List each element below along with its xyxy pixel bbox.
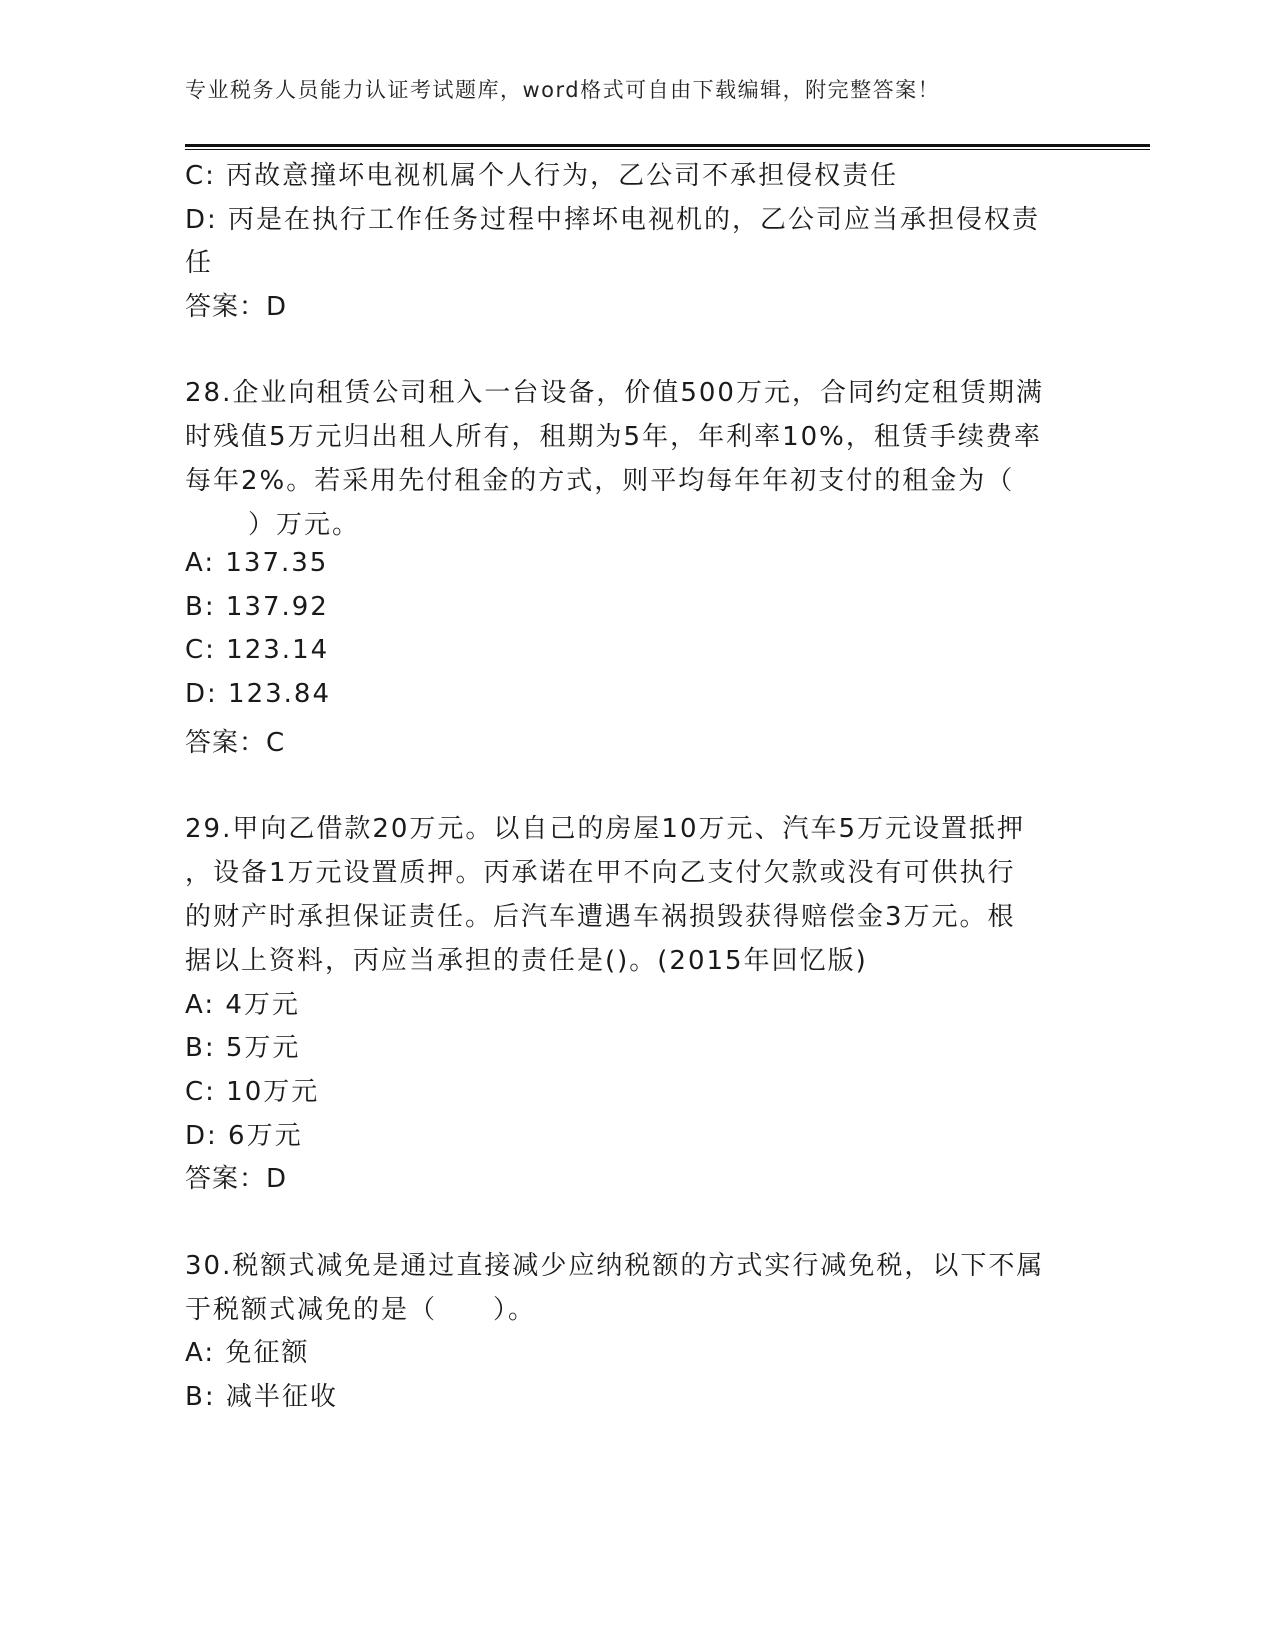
q30-option-b: B: 减半征收 bbox=[185, 1382, 338, 1412]
q29-stem-1: 29.甲向乙借款20万元。以自己的房屋10万元、汽车5万元设置抵押 bbox=[185, 814, 1026, 844]
q29-option-d: D: 6万元 bbox=[185, 1121, 303, 1151]
q29-option-b: B: 5万元 bbox=[185, 1033, 301, 1063]
q27-option-c: C: 丙故意撞坏电视机属个人行为，乙公司不承担侵权责任 bbox=[185, 161, 899, 191]
q28-option-b: B: 137.92 bbox=[185, 592, 329, 622]
q28-option-a: A: 137.35 bbox=[185, 548, 329, 578]
q27-option-d-cont: 任 bbox=[185, 248, 214, 278]
q28-stem-2: 时残值5万元归出租人所有，租期为5年，年利率10%，租赁手续费率 bbox=[185, 422, 1042, 452]
q28-stem-3: 每年2%。若采用先付租金的方式，则平均每年年初支付的租金为（ bbox=[185, 466, 1015, 496]
q27-option-d: D: 丙是在执行工作任务过程中摔坏电视机的，乙公司应当承担侵权责 bbox=[185, 205, 1041, 235]
header-rule-thin bbox=[185, 149, 1150, 150]
header-rule-thick bbox=[185, 144, 1150, 147]
q29-stem-2: ，设备1万元设置质押。丙承诺在甲不向乙支付欠款或没有可供执行 bbox=[185, 858, 1016, 888]
q29-answer: 答案：D bbox=[185, 1164, 288, 1194]
q30-option-a: A: 免征额 bbox=[185, 1338, 310, 1368]
q27-answer: 答案：D bbox=[185, 292, 288, 322]
q30-stem-2: 于税额式减免的是（ ）。 bbox=[185, 1295, 537, 1325]
q29-option-a: A: 4万元 bbox=[185, 990, 300, 1020]
q28-stem-4: ）万元。 bbox=[248, 510, 361, 540]
q28-stem-1: 28.企业向租赁公司租入一台设备，价值500万元，合同约定租赁期满 bbox=[185, 378, 1044, 408]
q29-stem-3: 的财产时承担保证责任。后汽车遭遇车祸损毁获得赔偿金3万元。根 bbox=[185, 902, 1016, 932]
q28-option-c: C: 123.14 bbox=[185, 635, 330, 665]
q30-stem-1: 30.税额式减免是通过直接减少应纳税额的方式实行减免税，以下不属 bbox=[185, 1251, 1045, 1281]
page-header: 专业税务人员能力认证考试题库，word格式可自由下载编辑，附完整答案！ bbox=[185, 78, 941, 102]
q28-answer: 答案：C bbox=[185, 728, 286, 758]
q28-option-d: D: 123.84 bbox=[185, 679, 332, 709]
q29-option-c: C: 10万元 bbox=[185, 1077, 320, 1107]
q29-stem-4: 据以上资料，丙应当承担的责任是()。(2015年回忆版) bbox=[185, 946, 868, 976]
